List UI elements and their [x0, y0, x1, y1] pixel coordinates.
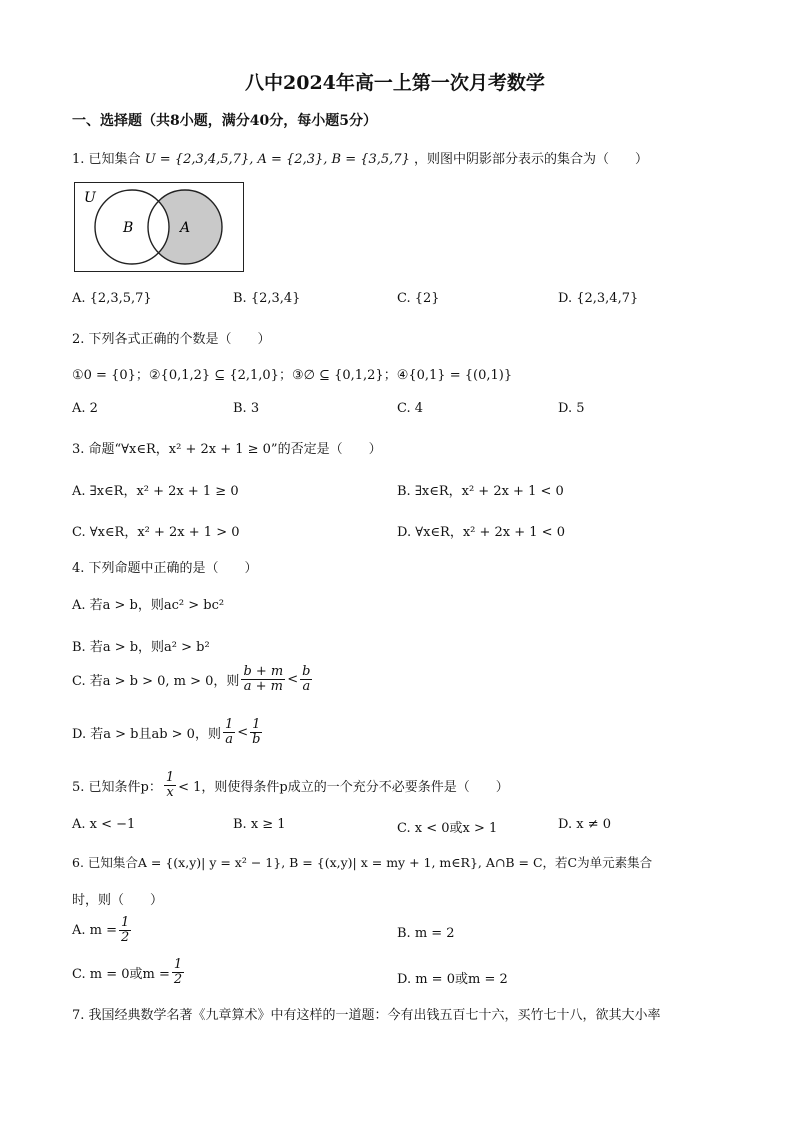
q5-option-d: D. x ≠ 0 — [558, 817, 611, 832]
section-heading: 一、选择题（共8小题，满分40分，每小题5分） — [72, 113, 377, 129]
q5-option-c: C. x < 0或x > 1 — [397, 821, 498, 836]
question-1-stem — [72, 148, 648, 167]
frac-denominator: a — [302, 678, 311, 694]
question-6-stem-cont: 时，则（ ） — [72, 893, 164, 908]
q2-option-b: B. 3 — [233, 401, 260, 416]
q5-option-b: B. x ≥ 1 — [233, 817, 286, 832]
venn-svg — [75, 183, 243, 271]
frac-numerator: b — [302, 664, 311, 679]
question-3-stem: 3. 命题“∀x∈R，x² + 2x + 1 ≥ 0”的否定是（ ） — [72, 442, 382, 457]
q6-option-c-frac — [172, 958, 184, 986]
q5-stem-post: < 1，则使得条件p成立的一个充分不必要条件是（ ） — [178, 779, 509, 795]
q4-option-d-frac-1 — [223, 718, 235, 746]
question-2-items: ①0 = {0}；②{0,1,2} ⊆ {2,1,0}；③∅ ⊆ {0,1,2}；④{0,1} = {(0,1)} — [72, 368, 513, 383]
q1-option-a: A. {2,3,5,7} — [72, 291, 152, 306]
q2-option-c: C. 4 — [397, 401, 424, 416]
frac-numerator: b + m — [243, 664, 284, 679]
q4-option-d-relation: < — [237, 724, 249, 740]
q3-option-d: D. ∀x∈R，x² + 2x + 1 < 0 — [397, 525, 565, 540]
question-5-stem — [72, 771, 509, 799]
q5-fraction — [164, 771, 176, 799]
q6-option-a-frac — [119, 916, 131, 944]
frac-denominator: a — [225, 731, 233, 747]
question-4-stem: 4. 下列命题中正确的是（ ） — [72, 561, 258, 576]
question-7-stem: 7. 我国经典数学名著《九章算术》中有这样的一道题：今有出钱五百七十六，买竹七十八，欲其大小率 — [72, 1008, 661, 1023]
q1-option-d: D. {2,3,4,7} — [558, 291, 639, 306]
q4-option-b: B. 若a > b，则a² > b² — [72, 640, 210, 655]
q6-option-c-text: C. m = 0或m = — [72, 966, 170, 982]
q6-option-c — [72, 958, 186, 986]
question-2-stem: 2. 下列各式正确的个数是（ ） — [72, 332, 271, 347]
q2-option-a: A. 2 — [72, 401, 98, 416]
frac-denominator: 2 — [121, 929, 130, 945]
q6-option-a — [72, 916, 133, 944]
frac-numerator: 1 — [224, 717, 234, 732]
q4-option-c-text: C. 若a > b > 0, m > 0，则 — [72, 673, 240, 689]
q6-option-b: B. m = 2 — [397, 926, 455, 941]
venn-a-label: A — [180, 220, 191, 236]
q4-option-c-frac-2 — [300, 665, 312, 693]
q4-option-c-relation: < — [287, 671, 299, 687]
q1-option-c: C. {2} — [397, 291, 440, 306]
q4-option-c — [72, 665, 314, 693]
frac-denominator: a + m — [243, 678, 283, 694]
q4-option-d — [72, 718, 264, 746]
q4-option-a: A. 若a > b，则ac² > bc² — [72, 598, 225, 613]
q6-option-a-text: A. m = — [72, 922, 118, 938]
frac-denominator: b — [252, 731, 261, 747]
q4-option-c-frac-1 — [241, 665, 285, 693]
q1-suffix: ，则图中阴影部分表示的集合为（ ） — [414, 152, 649, 167]
venn-b-label: B — [123, 220, 134, 236]
question-6-stem: 6. 已知集合A = {(x,y)| y = x² − 1}, B = {(x,y)| x = my + 1, m∈R}, A∩B = C，若C为单元素集合 — [72, 855, 653, 870]
frac-numerator: 1 — [173, 957, 183, 972]
q4-option-d-text: D. 若a > b且ab > 0，则 — [72, 726, 221, 742]
venn-u-label: U — [84, 190, 96, 206]
frac-numerator: 1 — [121, 915, 130, 930]
venn-diagram — [74, 182, 244, 272]
q4-option-d-frac-2 — [250, 718, 262, 746]
q1-sets: U = {2,3,4,5,7}, A = {2,3}, B = {3,5,7} — [144, 152, 410, 167]
q3-option-c: C. ∀x∈R，x² + 2x + 1 > 0 — [72, 525, 240, 540]
q1-option-b: B. {2,3,4} — [233, 291, 301, 306]
q6-option-d: D. m = 0或m = 2 — [397, 972, 508, 987]
frac-numerator: 1 — [252, 717, 261, 732]
q1-prefix: 1. 已知集合 — [72, 152, 141, 167]
frac-numerator: 1 — [165, 770, 175, 785]
q5-option-a: A. x < −1 — [72, 817, 136, 832]
q2-option-d: D. 5 — [558, 401, 585, 416]
frac-denominator: 2 — [173, 971, 183, 987]
q3-option-b: B. ∃x∈R，x² + 2x + 1 < 0 — [397, 484, 564, 499]
q5-stem-pre: 5. 已知条件p： — [72, 779, 162, 795]
frac-denominator: x — [166, 784, 174, 800]
q3-option-a: A. ∃x∈R，x² + 2x + 1 ≥ 0 — [72, 484, 239, 499]
page-title: 八中2024年高一上第一次月考数学 — [245, 72, 545, 94]
